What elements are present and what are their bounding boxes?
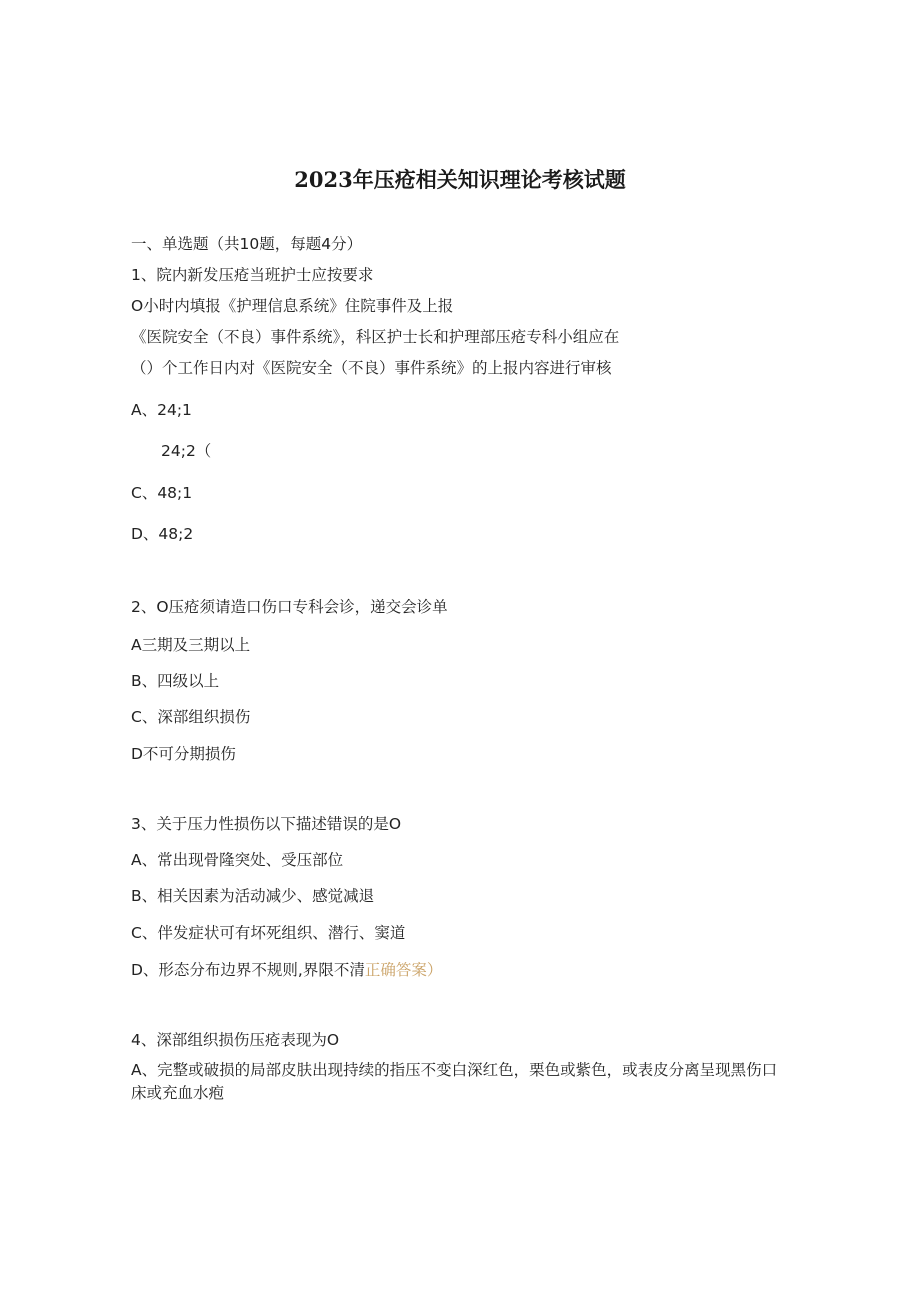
q3-option-b: B、相关因素为活动减少、感觉减退 <box>131 887 375 905</box>
q1-option-b: 24;2（ <box>161 442 212 460</box>
q3-option-a: A、常出现骨隆突处、受压部位 <box>131 851 344 869</box>
q1-option-c: C、48;1 <box>131 484 193 502</box>
q1-stem-line4: （）个工作日内对《医院安全（不良）事件系统》的上报内容进行审核 <box>131 359 612 377</box>
q2-option-d: D不可分期损伤 <box>131 745 236 763</box>
q1-stem-line2: O小时内填报《护理信息系统》住院事件及上报 <box>131 297 454 315</box>
q4-stem: 4、深部组织损伤压疮表现为O <box>131 1031 340 1049</box>
q1-stem-line3: 《医院安全（不良）事件系统》，科区护士长和护理部压疮专科小组应在 <box>131 328 620 346</box>
q1-stem-line1: 1、院内新发压疮当班护士应按要求 <box>131 266 374 284</box>
q1-option-a: A、24;1 <box>131 401 192 419</box>
q3-stem: 3、关于压力性损伤以下描述错误的是O <box>131 815 402 833</box>
q3-option-c: C、伴发症状可有坏死组织、潜行、窦道 <box>131 924 406 942</box>
q1-option-d: D、48;2 <box>131 525 194 543</box>
q2-option-c: C、深部组织损伤 <box>131 708 251 726</box>
q2-stem: 2、O压疮须请造口伤口专科会诊，递交会诊单 <box>131 598 448 616</box>
section-heading: 一、单选题（共10题，每题4分） <box>131 235 363 253</box>
correct-answer-marker: 正确答案） <box>364 961 443 979</box>
q2-option-b: B、四级以上 <box>131 672 220 690</box>
page-title: 2023年压疮相关知识理论考核试题 <box>294 167 626 192</box>
q3-option-d-text: D、形态分布边界不规则,界限不清 <box>131 961 365 979</box>
q3-option-d <box>131 960 442 980</box>
q4-option-a: A、完整或破损的局部皮肤出现持续的指压不变白深红色，栗色或紫色，或表皮分离呈现黑伤口床或充血水疱 <box>131 1061 778 1102</box>
q2-option-a: A三期及三期以上 <box>131 636 251 654</box>
